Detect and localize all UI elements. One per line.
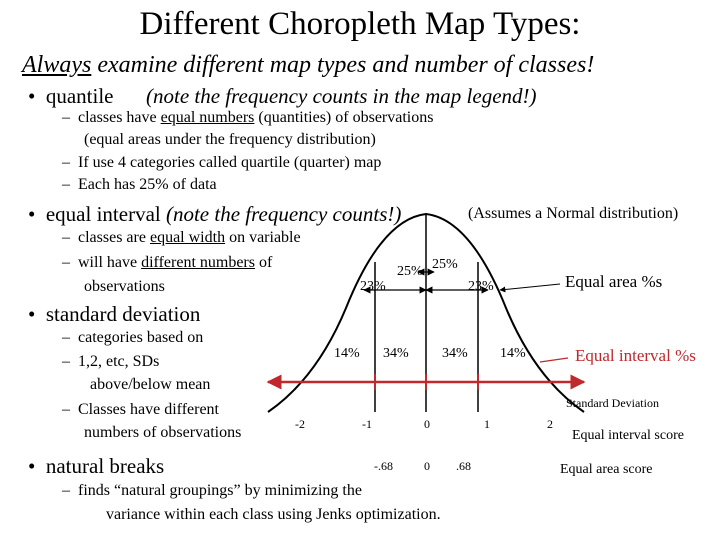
- bullet-standard-deviation: • standard deviation: [28, 302, 201, 326]
- natural-breaks-label: natural breaks: [45, 454, 165, 478]
- equal-interval-sub1: – classes are equal width on variable: [62, 229, 301, 246]
- natural-breaks-sub1: – finds “natural groupings” by minimizing the: [62, 482, 362, 499]
- equal-area-score-label: Equal area score: [560, 462, 653, 477]
- bullet-equal-interval: • equal interval (note the frequency counts!): [28, 202, 402, 226]
- sd-percent-1: 14%: [334, 346, 360, 361]
- sd-percent-4: 14%: [500, 346, 526, 361]
- quantile-sub2: – If use 4 categories called quartile (quarter) map: [62, 154, 382, 171]
- sd-sub1: – categories based on: [62, 329, 204, 346]
- sd-tick-0: 0: [424, 417, 430, 431]
- sd-tick-2: 2: [547, 417, 553, 431]
- area-score-tick-minus68: -.68: [374, 459, 393, 473]
- quantile-sub1-line2: (equal areas under the frequency distribution): [84, 131, 376, 148]
- natural-breaks-sub1-line2: variance within each class using Jenks optimization.: [106, 506, 441, 523]
- quantile-sub1: – classes have equal numbers (quantities) of observations: [62, 109, 434, 126]
- standard-deviation-axis-label: Standard Deviation: [566, 396, 659, 410]
- assumes-normal-note: (Assumes a Normal distribution): [468, 205, 679, 222]
- sd-tick-minus2: -2: [295, 417, 305, 431]
- sd-sub3: – Classes have different: [62, 401, 219, 418]
- area-score-tick-68: .68: [456, 459, 471, 473]
- equal-interval-pointer: [540, 358, 568, 362]
- quartile-label-4: 23%: [468, 279, 494, 294]
- equal-interval-sub2: – will have different numbers of: [62, 254, 273, 271]
- sd-sub2: – 1,2, etc, SDs: [62, 353, 160, 370]
- equal-area-pointer: [500, 284, 560, 290]
- subtitle-rest: examine different map types and number of classes!: [91, 52, 595, 78]
- equal-interval-label: Equal interval %s: [575, 346, 696, 365]
- sd-tick-1: 1: [484, 417, 490, 431]
- sd-tick-minus1: -1: [362, 417, 372, 431]
- subtitle-always: Always: [22, 52, 92, 78]
- sd-sub2-line2: above/below mean: [90, 376, 211, 393]
- equal-interval-label: equal interval: [45, 202, 166, 226]
- standard-deviation-label: standard deviation: [45, 302, 201, 326]
- quantile-sub3: – Each has 25% of data: [62, 176, 217, 193]
- equal-interval-sub2-line2: observations: [84, 278, 165, 295]
- page-title: Different Choropleth Map Types:: [139, 6, 581, 42]
- quartile-label-3: 25%: [432, 257, 458, 272]
- equal-area-label: Equal area %s: [565, 272, 663, 291]
- quartile-label-1: 23%: [360, 279, 386, 294]
- area-score-tick-0: 0: [424, 459, 430, 473]
- equal-interval-score-label: Equal interval score: [572, 428, 684, 443]
- quartile-label-2: 25%: [397, 264, 423, 279]
- sd-percent-3: 34%: [442, 346, 468, 361]
- bullet-quantile: • quantile: [28, 84, 114, 108]
- quantile-label: quantile: [45, 84, 114, 108]
- quantile-note: (note the frequency counts in the map legend!): [146, 84, 537, 108]
- sd-percent-2: 34%: [383, 346, 409, 361]
- equal-interval-note: (note the frequency counts!): [165, 202, 402, 226]
- sd-sub3-line2: numbers of observations: [84, 424, 242, 441]
- bullet-natural-breaks: • natural breaks: [28, 454, 165, 478]
